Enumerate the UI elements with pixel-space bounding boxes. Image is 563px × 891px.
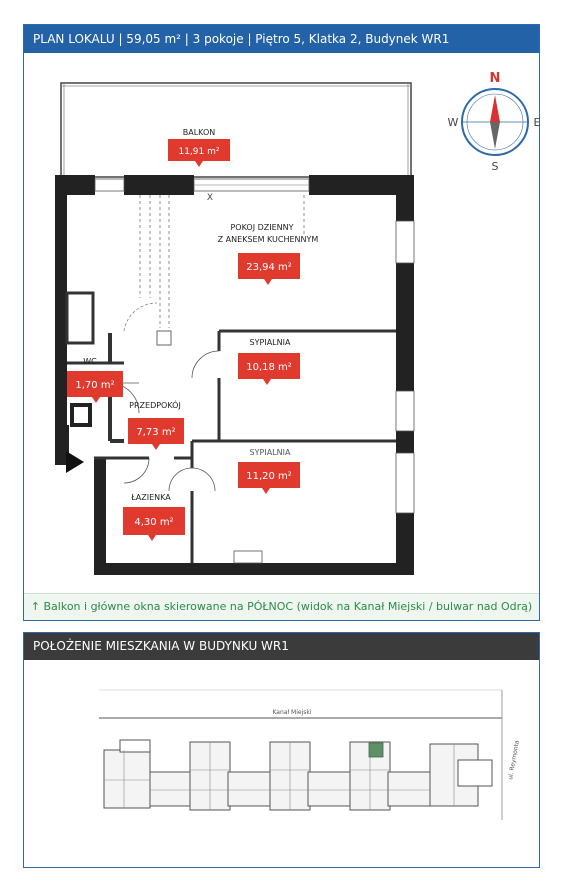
svg-text:E: E <box>533 116 541 129</box>
area-sypialnia-2: 11,20 m² <box>246 471 292 482</box>
room-label-pokoj-2: Z ANEKSEM KUCHENNYM <box>217 235 319 244</box>
room-label-balkon: BALKON <box>182 128 216 137</box>
canal-label: Kanał Miejski <box>272 709 312 716</box>
room-label-sypialnia-2: SYPIALNIA <box>249 448 291 457</box>
area-przedpokoj: 7,73 m² <box>136 427 176 438</box>
svg-text:W: W <box>447 116 459 129</box>
entry-arrow-icon <box>66 451 84 473</box>
building-location-panel <box>23 632 540 868</box>
room-label-pokoj-1: POKOJ DZIENNY <box>230 223 294 232</box>
floor-plan-panel <box>23 24 540 621</box>
floor-plan <box>24 53 539 615</box>
area-pokoj: 23,94 m² <box>246 262 292 273</box>
section-header: POŁOŻENIE MIESZKANIA W BUDYNKU WR1 <box>24 633 539 660</box>
area-balkon: 11,91 m² <box>178 147 220 157</box>
building-plan <box>24 660 539 867</box>
svg-text:S: S <box>491 160 499 173</box>
area-lazienka: 4,30 m² <box>134 517 174 528</box>
plan-header: PLAN LOKALU | 59,05 m² | 3 pokoje | Piętro 5, Klatka 2, Budynek WR1 <box>24 25 539 53</box>
room-label-lazienka: ŁAZIENKA <box>131 493 171 502</box>
orientation-note: ↑ Balkon i główne okna skierowane na PÓŁNOC (widok na Kanał Miejski / bulwar nad Odrą) <box>24 593 539 620</box>
svg-text:N: N <box>489 71 501 86</box>
room-label-przedpokoj: PRZEDPOKÓJ <box>129 401 181 410</box>
window-mark: X <box>206 193 214 203</box>
room-label-wc: WC <box>83 357 97 366</box>
unit-highlight <box>369 743 383 757</box>
balcony-outline <box>61 83 411 177</box>
street-label: ul. Reymonta <box>507 739 521 781</box>
area-sypialnia-1: 10,18 m² <box>246 362 292 373</box>
area-wc: 1,70 m² <box>75 380 115 391</box>
room-label-sypialnia-1: SYPIALNIA <box>249 338 291 347</box>
compass-icon <box>448 71 541 173</box>
